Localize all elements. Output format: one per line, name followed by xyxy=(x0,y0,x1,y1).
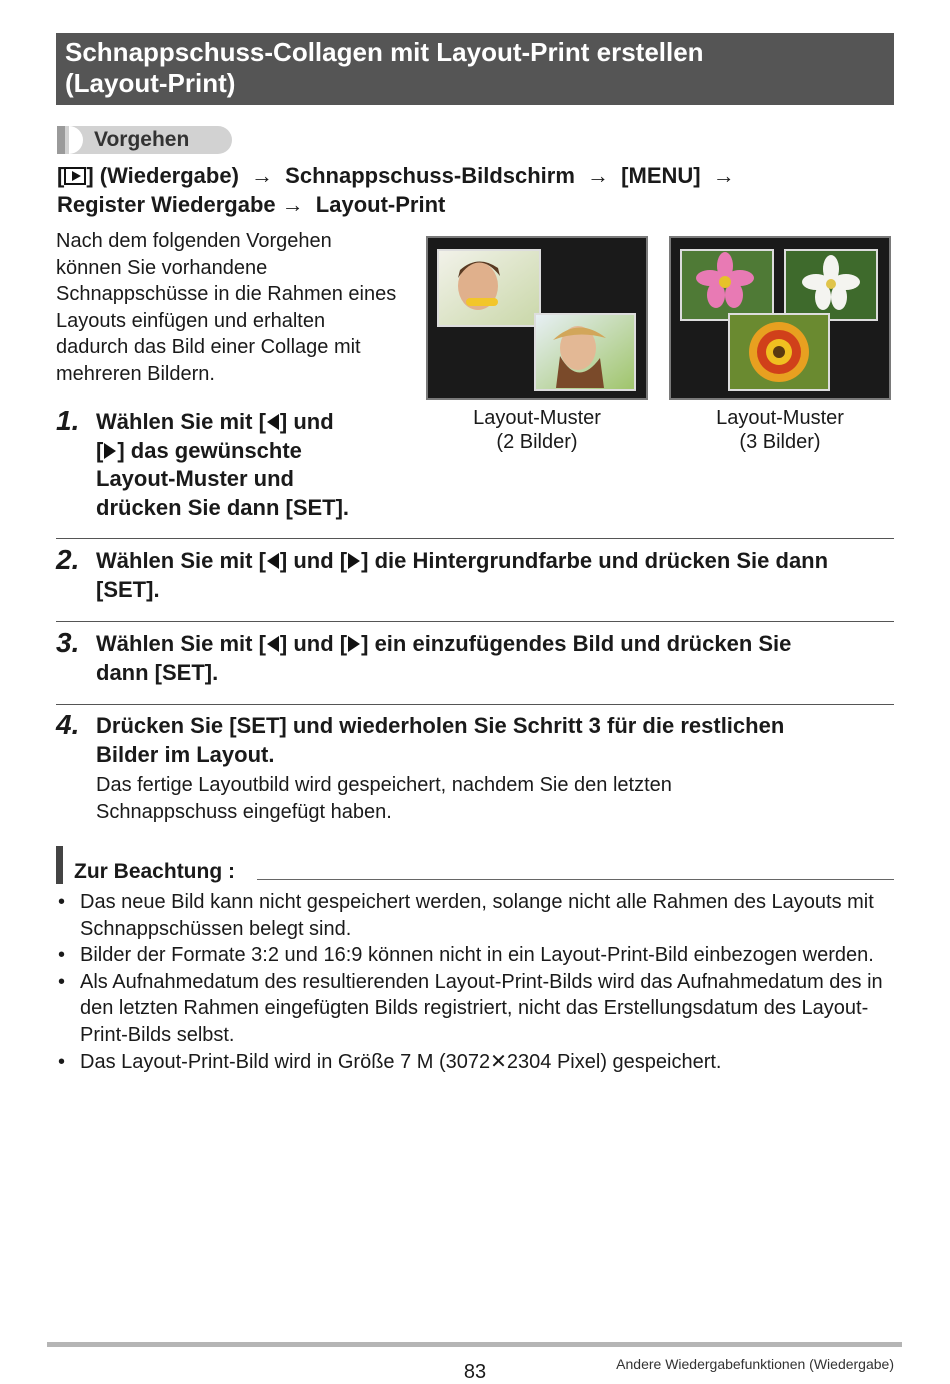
step-text: Wählen Sie mit [ xyxy=(96,409,266,434)
step-number-3: 3. xyxy=(56,627,80,658)
page-title-line1: Schnappschuss-Collagen mit Layout-Print erstellen xyxy=(65,37,704,67)
note-title: Zur Beachtung : xyxy=(74,860,235,883)
procedure-label-bar xyxy=(57,126,65,154)
figure-caption-1 xyxy=(426,406,648,454)
note-item: • Das Layout-Print-Bild wird in Größe 7 M (3072✕2304 Pixel) gespeichert. xyxy=(56,1049,896,1076)
step-3-line xyxy=(96,630,896,659)
play-icon xyxy=(64,167,86,185)
arrow-icon: → xyxy=(587,163,610,188)
step-text: [ xyxy=(96,437,104,463)
step-text: Wählen Sie mit [ xyxy=(96,548,266,573)
note-list xyxy=(56,889,896,1075)
step-4-body xyxy=(96,772,896,825)
step-2-line: [SET]. xyxy=(96,576,160,602)
layout-2-photo-illustration xyxy=(428,238,646,398)
step-4-text xyxy=(96,712,896,769)
layout-pattern-2-image xyxy=(426,236,648,400)
footer-rule xyxy=(47,1342,902,1347)
step-text: ] die Hintergrundfarbe und drücken Sie dann xyxy=(361,548,829,573)
step-number-1: 1. xyxy=(56,405,80,436)
divider xyxy=(56,538,894,539)
step-number-4: 4. xyxy=(56,709,80,740)
procedure-label-text: Vorgehen xyxy=(94,128,190,151)
step-text: ] das gewünschte xyxy=(117,437,302,463)
page-title xyxy=(56,33,894,105)
arrow-icon: → xyxy=(251,163,274,188)
note-marker xyxy=(56,846,63,884)
step-1-text xyxy=(96,408,426,522)
note-item: • Das neue Bild kann nicht gespeichert werden, solange nicht alle Rahmen des Layouts mit Schnappschüssen belegt sind. xyxy=(56,889,896,942)
path-tab: Register Wiedergabe xyxy=(57,192,276,217)
step-1-line: Layout-Muster und xyxy=(96,466,294,491)
page-title-line2: (Layout-Print) xyxy=(65,68,236,98)
step-text: ] und [ xyxy=(279,631,348,656)
divider xyxy=(56,704,894,705)
step-4-body-line: Das fertige Layoutbild wird gespeichert, nachdem Sie den letzten xyxy=(96,774,672,796)
left-button-icon xyxy=(267,636,279,652)
caption-line: (3 Bilder) xyxy=(739,431,821,453)
left-button-icon xyxy=(267,414,279,430)
step-4-line: Bilder im Layout. xyxy=(96,741,275,767)
step-number-2: 2. xyxy=(56,544,80,575)
step-text: ] ein einzufügendes Bild und drücken Sie xyxy=(361,631,792,656)
note-item: • Als Aufnahmedatum des resultierenden Layout-Print-Bilds wird das Aufnahmedatum des in den letzten Rahmen eingefügten Bilds registriert, nicht das Erstellungsdatum des Layout-Print-Bilds selbst. xyxy=(56,969,896,1049)
step-4-line: Drücken Sie [SET] und wiederholen Sie Schritt 3 für die restlichen xyxy=(96,713,785,738)
step-text: ] und [ xyxy=(279,548,348,573)
caption-line: Layout-Muster xyxy=(473,407,601,429)
intro-text: Nach dem folgenden Vorgehen können Sie vorhandene Schnappschüsse in die Rahmen eines Layouts einfügen und erhalten dadurch das Bild einer Collage mit mehreren Bildern. xyxy=(56,230,397,385)
path-screen: Schnappschuss-Bildschirm xyxy=(285,163,575,188)
right-button-icon xyxy=(348,636,360,652)
layout-pattern-3-image xyxy=(669,236,891,400)
step-3-line: dann [SET]. xyxy=(96,659,219,685)
step-1-line xyxy=(96,437,426,466)
procedure-label xyxy=(57,126,232,154)
caption-line: (2 Bilder) xyxy=(496,431,578,453)
step-4-body-line: Schnappschuss eingefügt haben. xyxy=(96,800,392,823)
right-button-icon xyxy=(348,553,360,569)
menu-path-line1 xyxy=(57,162,741,190)
arrow-icon: → xyxy=(281,192,304,217)
step-text: ] und xyxy=(279,409,334,434)
step-2-line xyxy=(96,547,896,576)
step-text: Wählen Sie mit [ xyxy=(96,631,266,656)
right-button-icon xyxy=(104,443,116,459)
left-button-icon xyxy=(267,553,279,569)
arrow-icon: → xyxy=(712,163,735,188)
note-rule xyxy=(257,879,894,880)
path-item: Layout-Print xyxy=(315,192,446,217)
footer-section: Andere Wiedergabefunktionen (Wiedergabe) xyxy=(616,1356,894,1372)
path-wiedergabe: ] (Wiedergabe) xyxy=(86,163,239,188)
figure-caption-2 xyxy=(669,406,891,454)
caption-line: Layout-Muster xyxy=(716,407,844,429)
step-3-text xyxy=(96,630,896,687)
layout-3-photo-illustration xyxy=(671,238,889,398)
path-menu: [MENU] xyxy=(621,163,701,188)
step-2-text xyxy=(96,547,896,604)
step-1-line xyxy=(96,408,426,437)
menu-path-line2 xyxy=(57,191,445,219)
divider xyxy=(56,621,894,622)
step-1-line: drücken Sie dann [SET]. xyxy=(96,494,350,520)
note-item: • Bilder der Formate 3:2 und 16:9 können nicht in ein Layout-Print-Bild einbezogen werden. xyxy=(56,942,896,969)
path-bracket: [ xyxy=(57,163,65,188)
procedure-label-notch xyxy=(69,126,83,154)
page-number: 83 xyxy=(463,1361,487,1383)
